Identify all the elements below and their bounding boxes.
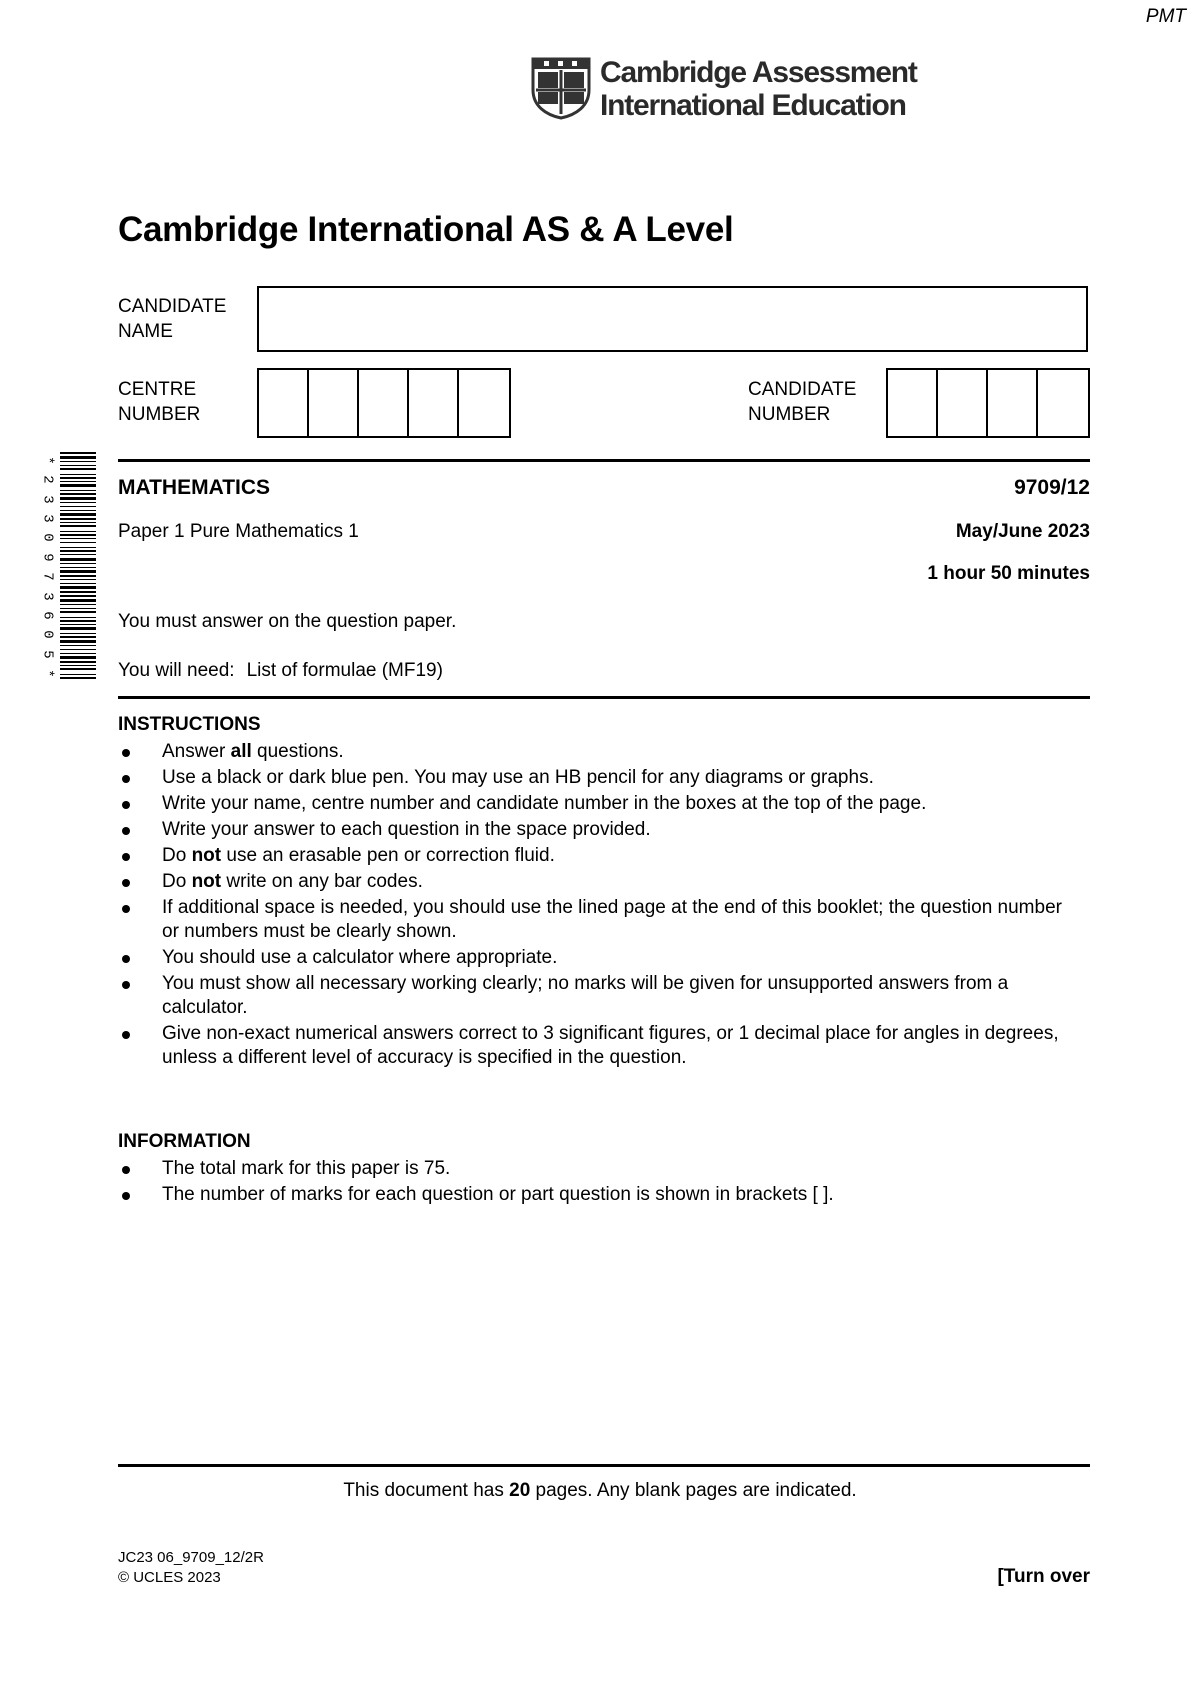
document-reference [118,1548,264,1588]
list-item [118,1183,1078,1207]
bullet-icon [122,1192,130,1200]
digit-box[interactable] [409,370,459,436]
information-title: INFORMATION [118,1131,251,1152]
materials-needed [118,660,443,682]
list-item [118,946,1078,970]
digit-box[interactable] [988,370,1038,436]
item-text: Answer [162,741,231,762]
emphasis-text: all [230,741,252,762]
bullet-icon [122,905,130,913]
list-item [118,896,1078,944]
barcode-bar [60,554,96,555]
barcode-bar [60,522,96,523]
corner-mark: PMT [1145,6,1186,27]
turn-over: [Turn over [997,1566,1090,1587]
barcode-digit: 2 [39,475,56,485]
barcode-bar [60,674,96,675]
barcode-bar [60,586,96,589]
candidate-number-label [748,377,856,427]
exam-duration: 1 hour 50 minutes [927,563,1090,584]
barcode-bar [60,583,96,584]
bullet-icon [122,879,130,887]
item-text: Do [162,871,192,892]
divider-middle [118,696,1090,699]
logo-line-2: International Education [600,89,906,122]
barcode-bar [60,493,96,495]
barcode-bar [60,661,96,663]
barcode-bar [60,558,96,561]
bullet-icon [122,1031,130,1039]
label-line: CANDIDATE [748,379,857,400]
item-text: If additional space is needed, you should use the lined page at the end of this booklet; the question number or numbers must be clearly shown. [162,897,1062,942]
digit-box[interactable] [309,370,359,436]
item-text: Give non-exact numerical answers correct to 3 significant figures, or 1 decimal place for angles in degrees, unless a different level of accuracy is specified in the question. [162,1023,1059,1068]
list-item [118,818,1078,842]
exam-session: May/June 2023 [955,521,1090,542]
item-text: You should use a calculator where appropriate. [162,947,558,968]
candidate-name-box[interactable] [257,286,1088,352]
barcode-bar [60,567,96,568]
qualification-title: Cambridge International AS & A Level [118,210,734,249]
barcode-bar [60,620,96,622]
barcode-bar [60,513,96,516]
barcode-bar [60,481,96,482]
barcode-bar [60,611,96,613]
barcode-bar [60,506,96,507]
barcode-bar [60,591,96,593]
item-text: use an erasable pen or correction fluid. [221,845,555,866]
list-item [118,870,1078,894]
digit-box[interactable] [459,370,509,436]
barcode-bar [60,640,96,643]
barcode-bar [60,604,96,605]
barcode-bar [60,624,96,625]
barcode-bar [60,677,96,679]
footer-text: This document has [343,1480,510,1501]
paper-title: Paper 1 Pure Mathematics 1 [118,521,359,542]
barcode-bar [60,542,96,543]
barcode-bar [60,645,96,646]
barcode-bar [60,595,96,597]
barcode-bar [60,452,96,454]
bullet-icon [122,827,130,835]
divider-top [118,459,1090,462]
barcode-bar [60,474,96,475]
need-label: You will need: [118,660,235,681]
list-item [118,740,1078,764]
item-text: The number of marks for each question or part question is shown in brackets [ ]. [162,1184,834,1205]
list-item [118,1157,1078,1181]
barcode-digit: 9 [39,553,56,562]
cambridge-logo [530,56,917,122]
barcode-bar [60,649,96,650]
barcode-bar [60,579,96,580]
barcode-digit: 3 [39,514,56,523]
digit-box[interactable] [359,370,409,436]
barcode-bar [60,633,96,634]
barcode-bar [60,456,96,459]
emphasis-text: not [191,845,222,866]
barcode-digit: * [39,669,56,678]
label-line: NUMBER [748,404,831,425]
barcode-bar [60,608,96,609]
barcode-bar [60,627,96,630]
barcode-bar [60,531,96,532]
digit-box[interactable] [938,370,988,436]
barcode-bar [60,570,96,573]
barcode-bar [60,656,96,659]
barcode-bar [60,636,96,638]
bullet-icon [122,981,130,989]
barcode-bar [60,518,96,520]
barcode [40,452,100,682]
barcode-bar [60,477,96,479]
bullet-icon [122,853,130,861]
barcode-bar [60,502,96,503]
list-item [118,972,1078,1020]
label-line: NAME [118,321,173,342]
answer-on-paper-note: You must answer on the question paper. [118,611,457,632]
barcode-bar [60,461,96,462]
barcode-bar [60,668,96,670]
list-item [118,792,1078,816]
bullet-icon [122,1166,130,1174]
list-item [118,1022,1078,1070]
item-text: Use a black or dark blue pen. You may use an HB pencil for any diagrams or graphs. [162,767,874,788]
reference-code: JC23 06_9709_12/2R [118,1549,264,1566]
footer-text: pages. Any blank pages are indicated. [530,1480,857,1501]
page-count-note [0,1480,1200,1502]
list-item [118,844,1078,868]
barcode-digit: 3 [39,591,56,601]
barcode-digit: 3 [39,495,56,504]
barcode-bar [60,617,96,618]
subject-title: MATHEMATICS [118,476,271,499]
instructions-title: INSTRUCTIONS [118,714,261,735]
barcode-bars [60,452,96,682]
information-list [118,1157,1078,1209]
copyright: © UCLES 2023 [118,1569,221,1586]
candidate-name-label [118,294,226,344]
divider-bottom [118,1464,1090,1467]
bullet-icon [122,955,130,963]
barcode-bar [60,510,96,511]
item-text: The total mark for this paper is 75. [162,1158,451,1179]
barcode-bar [60,547,96,548]
bullet-icon [122,749,130,757]
barcode-digit: * [39,456,56,465]
digit-box[interactable] [888,370,938,436]
barcode-digit: 5 [39,649,56,659]
logo-line-1: Cambridge Assessment [600,56,917,89]
item-text: questions. [251,741,344,762]
barcode-bar [60,653,96,654]
digit-box[interactable] [259,370,309,436]
barcode-bar [60,550,96,552]
barcode-bar [60,563,96,564]
centre-number-boxes[interactable] [257,368,511,438]
barcode-digit: 0 [39,533,56,543]
barcode-bar [60,538,96,539]
need-value: List of formulae (MF19) [246,660,443,681]
bullet-icon [122,775,130,783]
centre-number-label [118,377,200,427]
label-line: CANDIDATE [118,296,227,317]
item-text: You must show all necessary working clearly; no marks will be given for unsupported answers from a calculator. [162,973,1009,1018]
barcode-digit: 0 [39,630,56,639]
item-text: write on any bar codes. [221,871,423,892]
digit-box[interactable] [1038,370,1088,436]
list-item [118,766,1078,790]
barcode-bar [60,534,96,536]
candidate-number-boxes[interactable] [886,368,1090,438]
barcode-digit: 6 [39,611,56,620]
item-text: Write your answer to each question in the space provided. [162,819,651,840]
barcode-bar [60,497,96,500]
barcode-bar [60,575,96,577]
shield-crest-icon [530,56,592,120]
page-count: 20 [509,1480,531,1501]
label-line: CENTRE [118,379,197,400]
barcode-bar [60,484,96,487]
syllabus-code: 9709/12 [1014,476,1090,499]
label-line: NUMBER [118,404,201,425]
barcode-bar [60,665,96,666]
barcode-bar [60,490,96,491]
barcode-bar [60,468,96,470]
bullet-icon [122,801,130,809]
barcode-bar [60,599,96,602]
item-text: Do [162,845,192,866]
barcode-bar [60,525,96,527]
emphasis-text: not [191,871,222,892]
barcode-digit: 7 [39,572,56,581]
barcode-bar [60,465,96,466]
instructions-list [118,740,1078,1072]
item-text: Write your name, centre number and candidate number in the boxes at the top of the page. [162,793,927,814]
barcode-digits [40,452,54,682]
